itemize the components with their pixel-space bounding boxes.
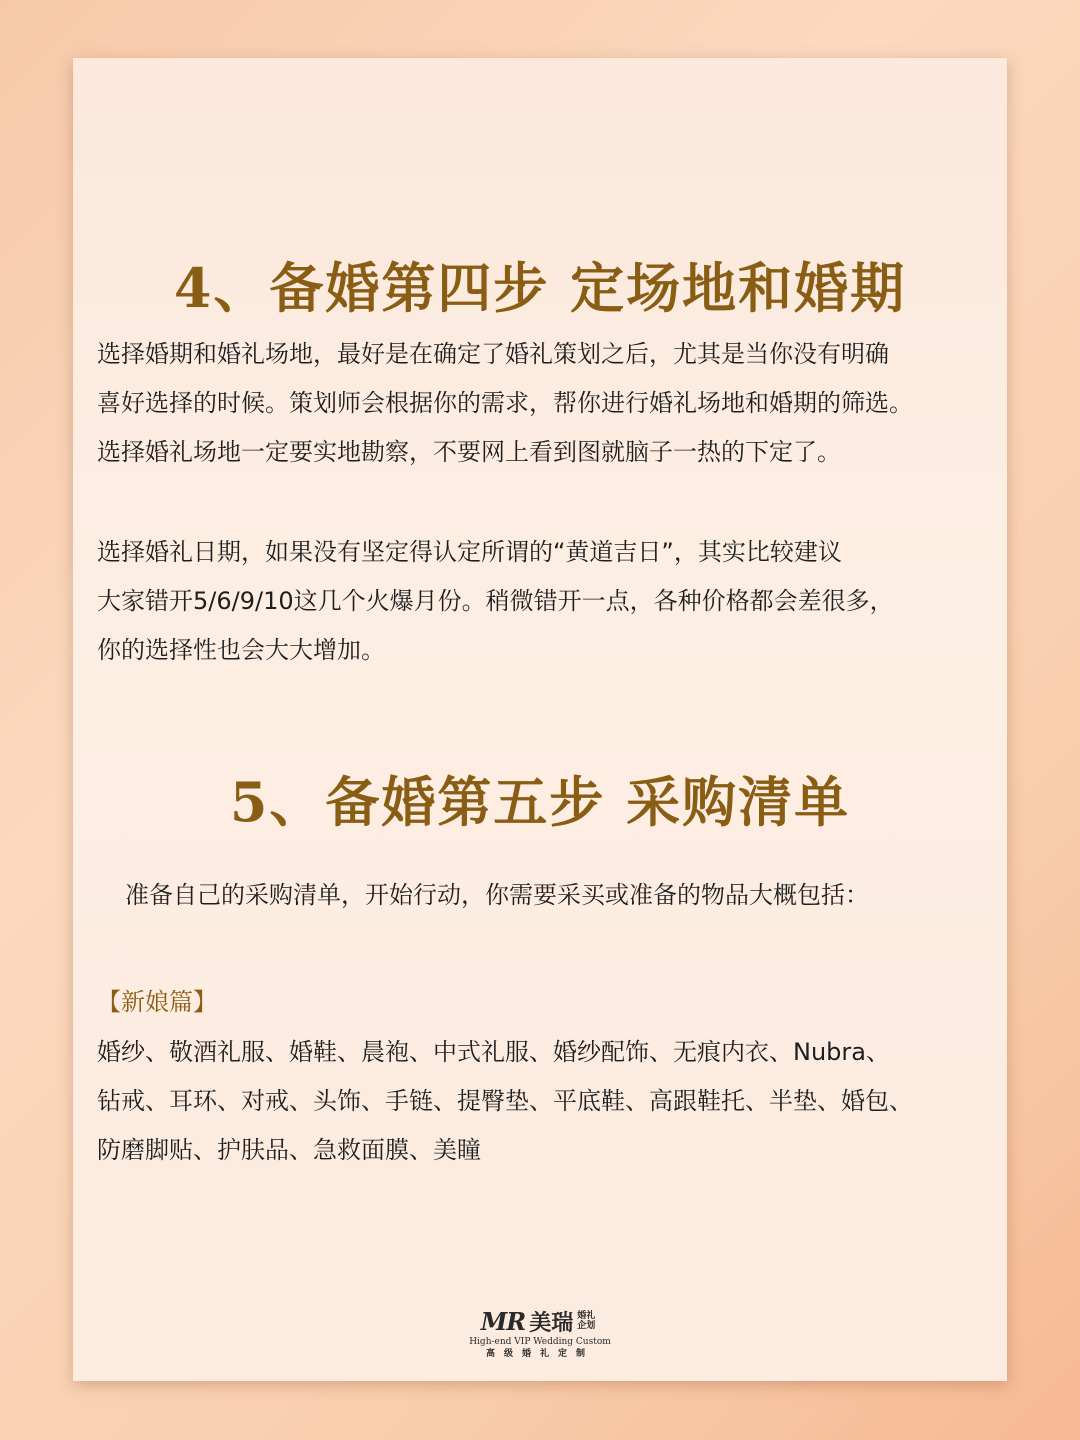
section4-paragraph-2	[97, 528, 1007, 675]
content-card	[73, 58, 1007, 1381]
text-line: 婚纱、敬酒礼服、婚鞋、晨袍、中式礼服、婚纱配饰、无痕内衣、Nubra、	[97, 1038, 890, 1066]
logo-mark: MR	[480, 1306, 526, 1336]
logo-side-top: 婚礼	[577, 1311, 596, 1321]
section5-intro	[125, 871, 1035, 920]
text-line: 选择婚礼场地一定要实地勘察，不要网上看到图就脑子一热的下定了。	[97, 438, 841, 466]
logo-brand: 美瑞	[529, 1310, 574, 1336]
text-line: 防磨脚贴、护肤品、急救面膜、美瞳	[97, 1136, 481, 1164]
text-line: 选择婚期和婚礼场地，最好是在确定了婚礼策划之后，尤其是当你没有明确	[97, 340, 889, 368]
logo-side-bottom: 企划	[577, 1321, 596, 1331]
brand-logo	[463, 1306, 617, 1366]
section5-title: 5、备婚第五步 采购清单	[229, 770, 851, 834]
text-line: 钻戒、耳环、对戒、头饰、手链、提臀垫、平底鞋、高跟鞋托、半垫、婚包、	[97, 1087, 913, 1115]
text-line: 大家错开5/6/9/10这几个火爆月份。稍微错开一点，各种价格都会差很多，	[97, 587, 894, 615]
text-line: 你的选择性也会大大增加。	[97, 636, 385, 664]
text-line: 选择婚礼日期，如果没有坚定得认定所谓的“黄道吉日”，其实比较建议	[97, 538, 842, 566]
logo-subtitle-cn: 高级婚礼定制	[485, 1349, 594, 1359]
section4-paragraph-1	[97, 330, 1007, 477]
logo-subtitle: High-end VIP Wedding Custom	[469, 1337, 611, 1347]
logo-side-text	[577, 1311, 599, 1331]
bride-items-list	[97, 1028, 1007, 1175]
text-line: 准备自己的采购清单，开始行动，你需要采买或准备的物品大概包括：	[125, 881, 869, 909]
section4-title: 4、备婚第四步 定场地和婚期	[173, 256, 907, 320]
bride-section-tag: 【新娘篇】	[97, 988, 217, 1016]
text-line: 喜好选择的时候。策划师会根据你的需求，帮你进行婚礼场地和婚期的筛选。	[97, 389, 913, 417]
